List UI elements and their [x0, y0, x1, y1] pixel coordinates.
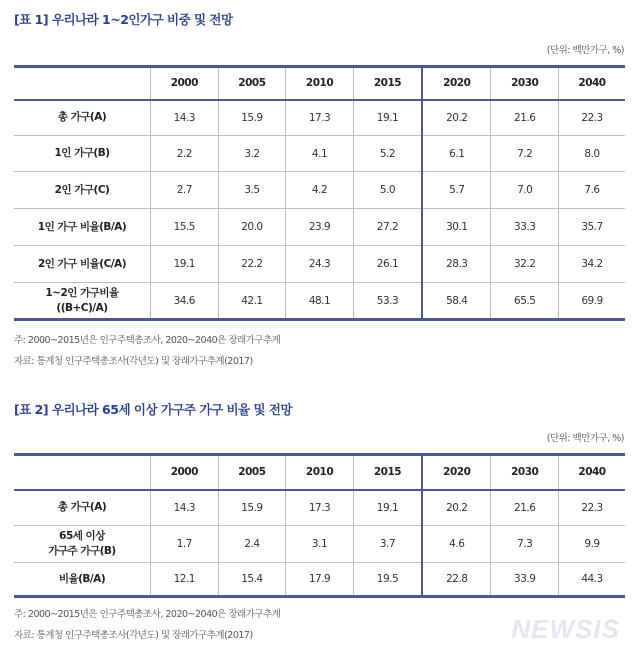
column-header: 2005 [218, 67, 286, 100]
column-header: 2015 [353, 67, 422, 100]
table-row [14, 490, 625, 526]
table-cell: 14.3 [151, 490, 219, 526]
table-cell: 19.1 [151, 246, 219, 283]
table-cell: 7.6 [559, 172, 625, 209]
table-cell: 17.9 [286, 563, 354, 597]
table-cell: 7.2 [491, 136, 559, 172]
table1-title: [표 1] 우리나라 1~2인가구 비중 및 전망 [14, 12, 233, 27]
table-cell: 15.9 [218, 490, 286, 526]
table-cell: 48.1 [286, 283, 354, 320]
table2-notes [14, 604, 280, 646]
column-header: 2010 [286, 455, 354, 490]
table-cell: 1.7 [151, 526, 219, 563]
table-cell: 20.2 [422, 100, 491, 136]
table-cell: 19.5 [353, 563, 422, 597]
table-cell: 8.0 [559, 136, 625, 172]
table-cell: 7.0 [491, 172, 559, 209]
table-cell: 33.3 [491, 209, 559, 246]
newsis-watermark-logo: NEWSIS [511, 614, 620, 644]
table-cell: 26.1 [353, 246, 422, 283]
table-row [14, 563, 625, 597]
table1 [14, 65, 625, 321]
table-cell: 35.7 [559, 209, 625, 246]
table-cell: 34.2 [559, 246, 625, 283]
table-cell: 32.2 [491, 246, 559, 283]
table-cell: 5.7 [422, 172, 491, 209]
column-header: 2020 [422, 455, 491, 490]
table-cell: 24.3 [286, 246, 354, 283]
table-row [14, 172, 625, 209]
table-cell: 22.8 [422, 563, 491, 597]
table-cell: 27.2 [353, 209, 422, 246]
table-cell: 3.2 [218, 136, 286, 172]
table2-source: 자료: 통계청 인구주택총조사(각년도) 및 장래가구추계(2017) [14, 630, 253, 641]
table1-source: 자료: 통계청 인구주택총조사(각년도) 및 장래가구추계(2017) [14, 356, 253, 367]
table1-unit: (단위: 백만가구, %) [546, 45, 624, 56]
column-header: 2040 [559, 455, 625, 490]
column-header: 2030 [491, 67, 559, 100]
table-row [14, 526, 625, 563]
table2-note: 주: 2000~2015년은 인구주택총조사, 2020~2040은 장래가구추계 [14, 609, 281, 620]
table-cell: 2.2 [151, 136, 219, 172]
table-row [14, 246, 625, 283]
table-cell: 21.6 [491, 100, 559, 136]
table-cell: 2.7 [151, 172, 219, 209]
table-cell: 23.9 [286, 209, 354, 246]
table-cell: 34.6 [151, 283, 219, 320]
column-header: 2020 [422, 67, 491, 100]
table-cell: 9.9 [559, 526, 625, 563]
table-cell: 65.5 [491, 283, 559, 320]
table-cell: 15.4 [218, 563, 286, 597]
row-label: 2인 가구(C) [14, 172, 151, 209]
table-cell: 5.0 [353, 172, 422, 209]
table-cell: 3.1 [286, 526, 354, 563]
table-cell: 19.1 [353, 490, 422, 526]
table-cell: 33.9 [491, 563, 559, 597]
header-blank [14, 455, 151, 490]
table-cell: 58.4 [422, 283, 491, 320]
table-cell: 3.7 [353, 526, 422, 563]
header-blank [14, 67, 151, 100]
column-header: 2040 [559, 67, 625, 100]
table-cell: 22.3 [559, 100, 625, 136]
table-cell: 4.1 [286, 136, 354, 172]
table-cell: 53.3 [353, 283, 422, 320]
row-label: 1인 가구(B) [14, 136, 151, 172]
table-cell: 17.3 [286, 100, 354, 136]
table-cell: 5.2 [353, 136, 422, 172]
table1-note: 주: 2000~2015년은 인구주택총조사, 2020~2040은 장래가구추계 [14, 335, 281, 346]
row-label: 총 가구(A) [14, 490, 151, 526]
table-cell: 20.0 [218, 209, 286, 246]
table-cell: 12.1 [151, 563, 219, 597]
row-label: 비율(B/A) [14, 563, 151, 597]
table-cell: 14.3 [151, 100, 219, 136]
table-cell: 30.1 [422, 209, 491, 246]
table2-unit: (단위: 백만가구, %) [546, 433, 624, 444]
row-label: 총 가구(A) [14, 100, 151, 136]
column-header: 2000 [151, 455, 219, 490]
table-cell: 17.3 [286, 490, 354, 526]
table-cell: 15.5 [151, 209, 219, 246]
column-header: 2000 [151, 67, 219, 100]
table1-notes [14, 330, 280, 372]
table-cell: 2.4 [218, 526, 286, 563]
column-header: 2030 [491, 455, 559, 490]
table2 [14, 453, 625, 598]
table-row [14, 100, 625, 136]
table-cell: 42.1 [218, 283, 286, 320]
table-cell: 28.3 [422, 246, 491, 283]
table-cell: 22.2 [218, 246, 286, 283]
table-row [14, 283, 625, 320]
row-label: 1인 가구 비율(B/A) [14, 209, 151, 246]
column-header: 2005 [218, 455, 286, 490]
column-header: 2015 [353, 455, 422, 490]
table-cell: 19.1 [353, 100, 422, 136]
table-cell: 4.6 [422, 526, 491, 563]
table-cell: 15.9 [218, 100, 286, 136]
table-cell: 44.3 [559, 563, 625, 597]
table-row [14, 209, 625, 246]
table-cell: 21.6 [491, 490, 559, 526]
row-label: 65세 이상 가구주 가구(B) [14, 526, 151, 563]
column-header: 2010 [286, 67, 354, 100]
table-cell: 4.2 [286, 172, 354, 209]
table2-title: [표 2] 우리나라 65세 이상 가구주 가구 비율 및 전망 [14, 402, 293, 417]
row-label: 2인 가구 비율(C/A) [14, 246, 151, 283]
table-cell: 69.9 [559, 283, 625, 320]
table-cell: 22.3 [559, 490, 625, 526]
table-cell: 7.3 [491, 526, 559, 563]
table-row [14, 136, 625, 172]
table-cell: 6.1 [422, 136, 491, 172]
row-label: 1~2인 가구비율 ((B+C)/A) [14, 283, 151, 320]
table-cell: 20.2 [422, 490, 491, 526]
table-cell: 3.5 [218, 172, 286, 209]
